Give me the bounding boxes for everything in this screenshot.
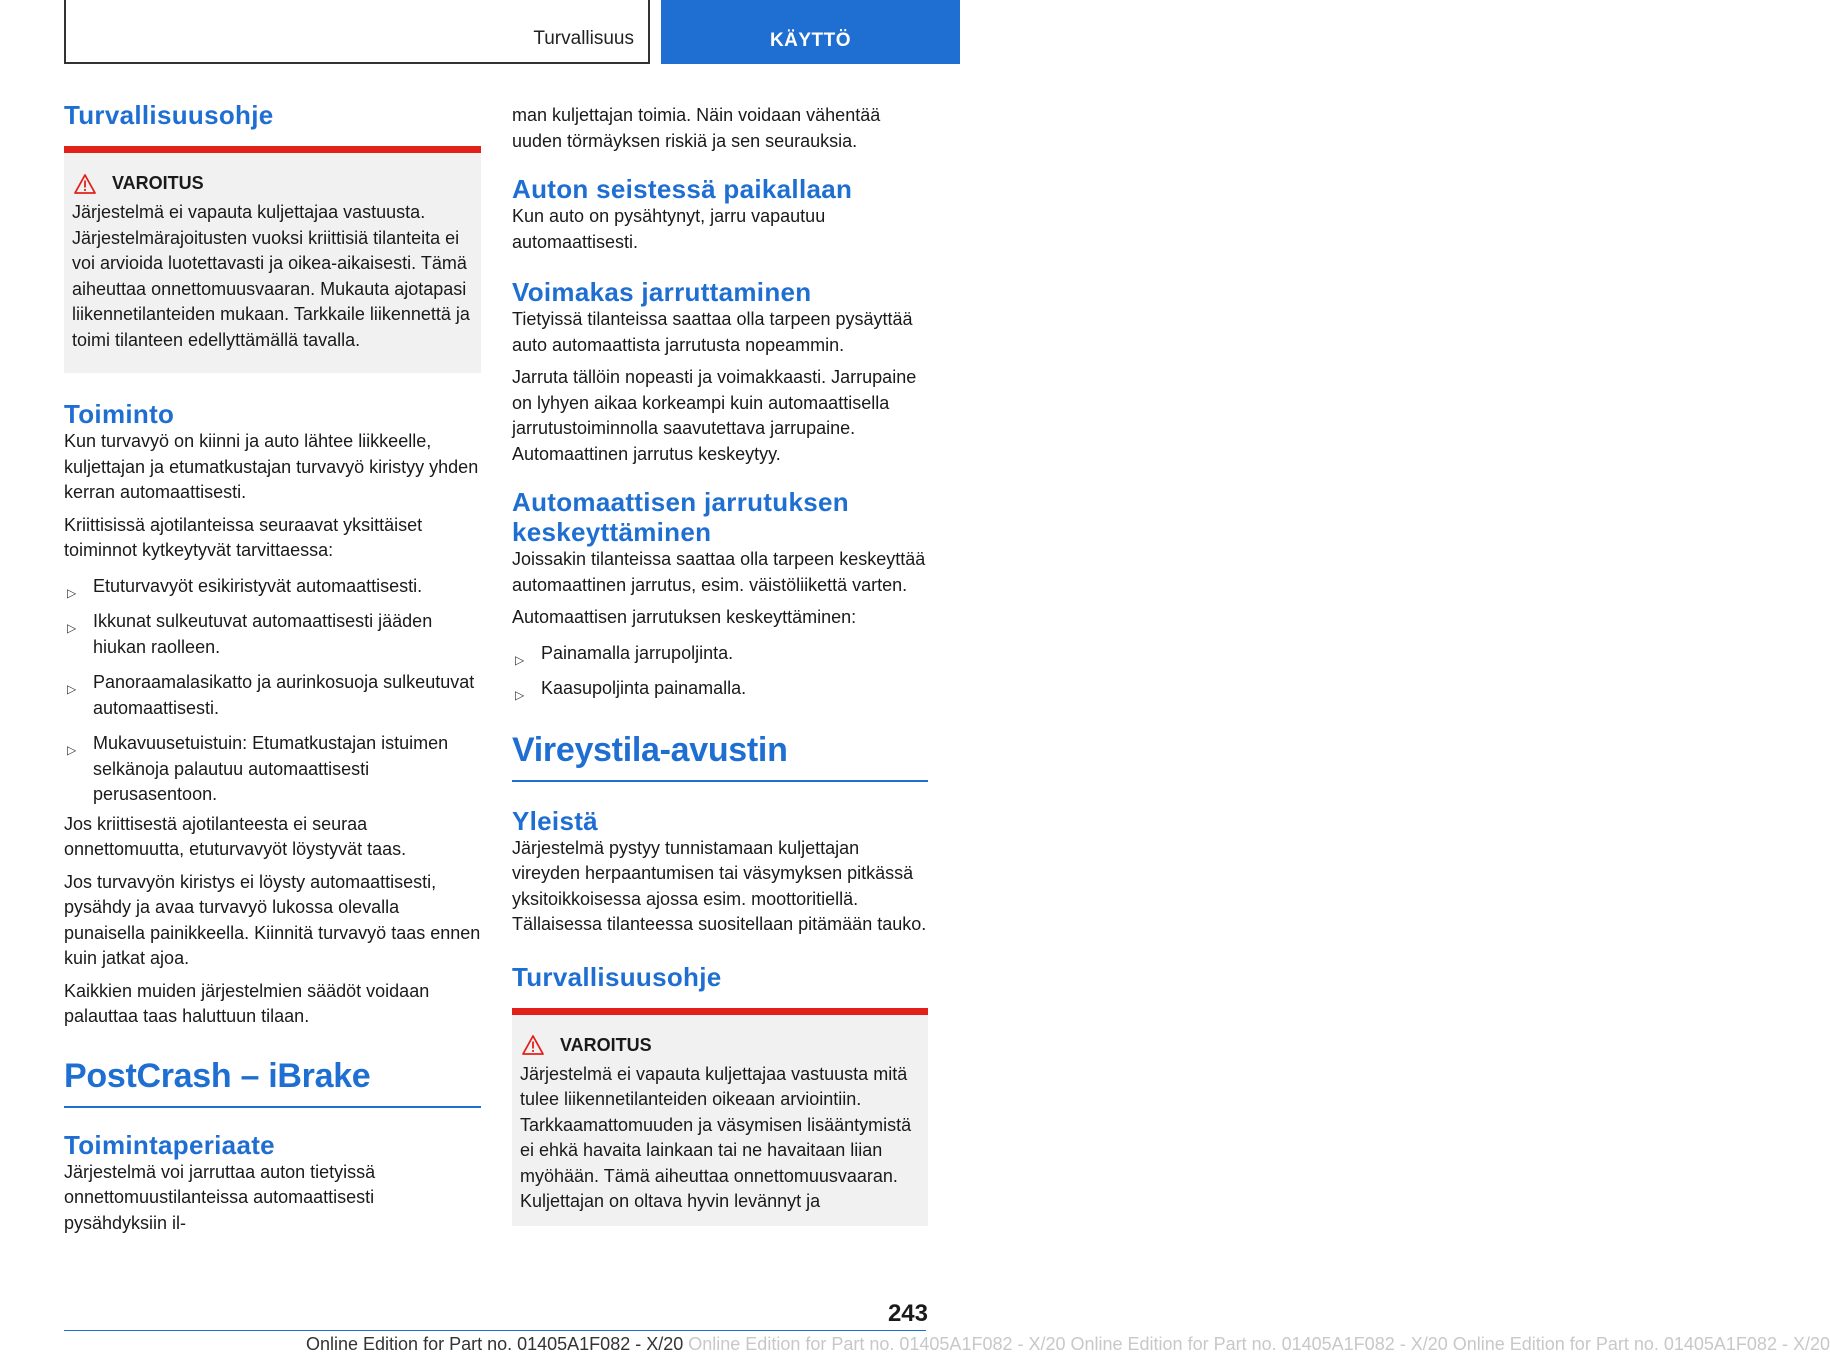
warning-title-1	[72, 173, 473, 194]
header-section-title: Turvallisuus	[533, 28, 634, 49]
warning-box-2	[512, 1008, 928, 1226]
list-item: ▷ Painamalla jarrupoljinta.	[512, 641, 928, 667]
function-bullet-list	[64, 574, 481, 808]
list-item: ▷ Kaasupoljinta painamalla.	[512, 676, 928, 702]
section-divider	[64, 1106, 481, 1108]
list-item: ▷ Mukavuusetuistuin: Etumatkustajan istuimen selkänoja palautuu automaattisesti perusasentoon.	[67, 733, 449, 804]
header-section-box	[64, 0, 650, 64]
heading-principle: Toimintaperiaate	[64, 1129, 275, 1160]
paragraph-continued: man kuljettajan toimia. Näin voidaan vähentää uuden törmäyksen riskiä ja sen seurauksia.	[512, 105, 881, 151]
paragraph-strong-1: Tietyissä tilanteissa saattaa olla tarpeen pysäyttää auto automaattista jarrutusta nopeammin.	[512, 309, 913, 355]
warning-title-text-2: VAROITUS	[560, 1034, 652, 1055]
list-item: ▷ Etuturvavyöt esikiristyvät automaattisesti.	[64, 574, 481, 600]
heading-safety-left: Turvallisuusohje	[64, 100, 274, 130]
paragraph-standstill: Kun auto on pysähtynyt, jarru vapautuu automaattisesti.	[512, 206, 826, 252]
paragraph-function-3: Jos kriittisestä ajotilanteesta ei seuraa onnettomuutta, etuturvavyöt löystyvät taas.	[64, 813, 407, 859]
heading-standstill: Auton seistessä paikallaan	[512, 174, 853, 204]
footer-edition-text: Online Edition for Part no. 01405A1F082 - X/20	[306, 1334, 684, 1354]
footer-edition	[306, 1334, 1830, 1355]
list-item: ▷ Panoraamalasikatto ja aurinkosuoja sulkeutuvat automaattisesti.	[67, 672, 475, 718]
bullet-triangle-icon: ▷	[67, 621, 77, 635]
paragraph-principle: Järjestelmä voi jarruttaa auton tietyissä onnettomuustilanteissa automaattisesti pysähdyksiin il-	[64, 1161, 376, 1233]
paragraph-cancel-1: Joissakin tilanteissa saattaa olla tarpeen keskeyttää automaattinen jarrutus, esim. väistöliikettä varten.	[512, 549, 926, 595]
bullet-triangle-icon: ▷	[67, 743, 77, 757]
footer-watermark: Online Edition for Part no. 01405A1F082 - X/20 Online Edition for Part no. 01405A1F082 - X/20 Online Edition for Part no. 01405A1F082 - X/20	[688, 1334, 1830, 1354]
paragraph-cancel-2: Automaattisen jarrutuksen keskeyttäminen:	[512, 607, 857, 627]
bullet-triangle-icon: ▷	[67, 585, 77, 600]
bullet-triangle-icon: ▷	[515, 688, 525, 702]
paragraph-general: Järjestelmä pystyy tunnistamaan kuljettajan vireyden herpaantumisen tai väsymyksen pitkässä yksitoikkoisessa ajossa esim. moottoritiellä. Tällaisessa tilanteessa suositellaan pitämään tauko.	[512, 837, 927, 934]
list-item: ▷ Ikkunat sulkeutuvat automaattisesti jääden hiukan raolleen.	[67, 611, 433, 657]
heading-cancel-braking: Automaattisen jarrutuksen keskeyttäminen	[512, 487, 849, 547]
warning-text-2: Järjestelmä ei vapauta kuljettajaa vastuusta mitä tulee liikennetilanteiden oikeaan arviointiin. Tarkkaamattomuuden ja väsymisen lisääntymistä ei ehkä havaita lainkaan tai ne havaitaan liian myöhään. Tämä aiheuttaa onnettomuusvaaran. Kuljettajan on oltava hyvin levännyt ja	[520, 1063, 912, 1211]
section-divider	[512, 780, 928, 782]
warning-text-1: Järjestelmä ei vapauta kuljettajaa vastuusta. Järjestelmärajoitusten vuoksi kriittisiä tilanteita ei voi arvioida luotettavasti ja oikea-aikaisesti. Tämä aiheuttaa onnettomuusvaaran. Mukauta ajotapasi liikennetilanteiden mukaan. Tarkkaile liikennettä ja toimi tilanteen edellyttämällä tavalla.	[72, 202, 470, 350]
footer-divider	[64, 1330, 926, 1331]
header-chapter-title: KÄYTTÖ	[769, 30, 852, 51]
bullet-triangle-icon: ▷	[67, 682, 77, 696]
warning-triangle-icon	[522, 1035, 544, 1055]
warning-title-2	[520, 1035, 920, 1056]
paragraph-strong-2: Jarruta tällöin nopeasti ja voimakkaasti. Jarrupaine on lyhyen aikaa korkeampi kuin automaattisella jarrutustoiminnolla saavutettava jarrupaine. Automaattinen jarrutus keskeytyy.	[512, 367, 917, 464]
warning-box-1	[64, 146, 481, 373]
heading-safety-right: Turvallisuusohje	[512, 961, 722, 992]
cancel-bullet-list	[512, 641, 928, 702]
paragraph-function-4: Jos turvavyön kiristys ei löysty automaattisesti, pysähdy ja avaa turvavyö lukossa olevalla punaisella painikkeella. Kiinnitä turvavyö taas ennen kuin jatkat ajoa.	[64, 871, 481, 968]
warning-title-text-1: VAROITUS	[112, 173, 204, 193]
right-column	[512, 103, 928, 1226]
heading-vigilance: Vireystila-avustin	[512, 730, 788, 769]
heading-general: Yleistä	[512, 805, 598, 836]
bullet-triangle-icon: ▷	[515, 652, 525, 667]
paragraph-function-5: Kaikkien muiden järjestelmien säädöt voidaan palauttaa taas haluttuun tilaan.	[64, 980, 430, 1026]
heading-postcrash: PostCrash – iBrake	[64, 1056, 371, 1095]
left-column	[64, 100, 481, 1243]
heading-strong-braking: Voimakas jarruttaminen	[512, 277, 812, 307]
paragraph-function-2: Kriittisissä ajotilanteissa seuraavat yksittäiset toiminnot kytkeytyvät tarvittaessa:	[64, 514, 423, 560]
warning-triangle-icon	[74, 174, 96, 194]
page-number: 243	[887, 1300, 928, 1327]
header-chapter-tab	[661, 0, 960, 64]
heading-function: Toiminto	[64, 399, 175, 429]
paragraph-function-1: Kun turvavyö on kiinni ja auto lähtee liikkeelle, kuljettajan ja etumatkustajan turvavyö kiristyy yhden kerran automaattisesti.	[64, 431, 479, 502]
